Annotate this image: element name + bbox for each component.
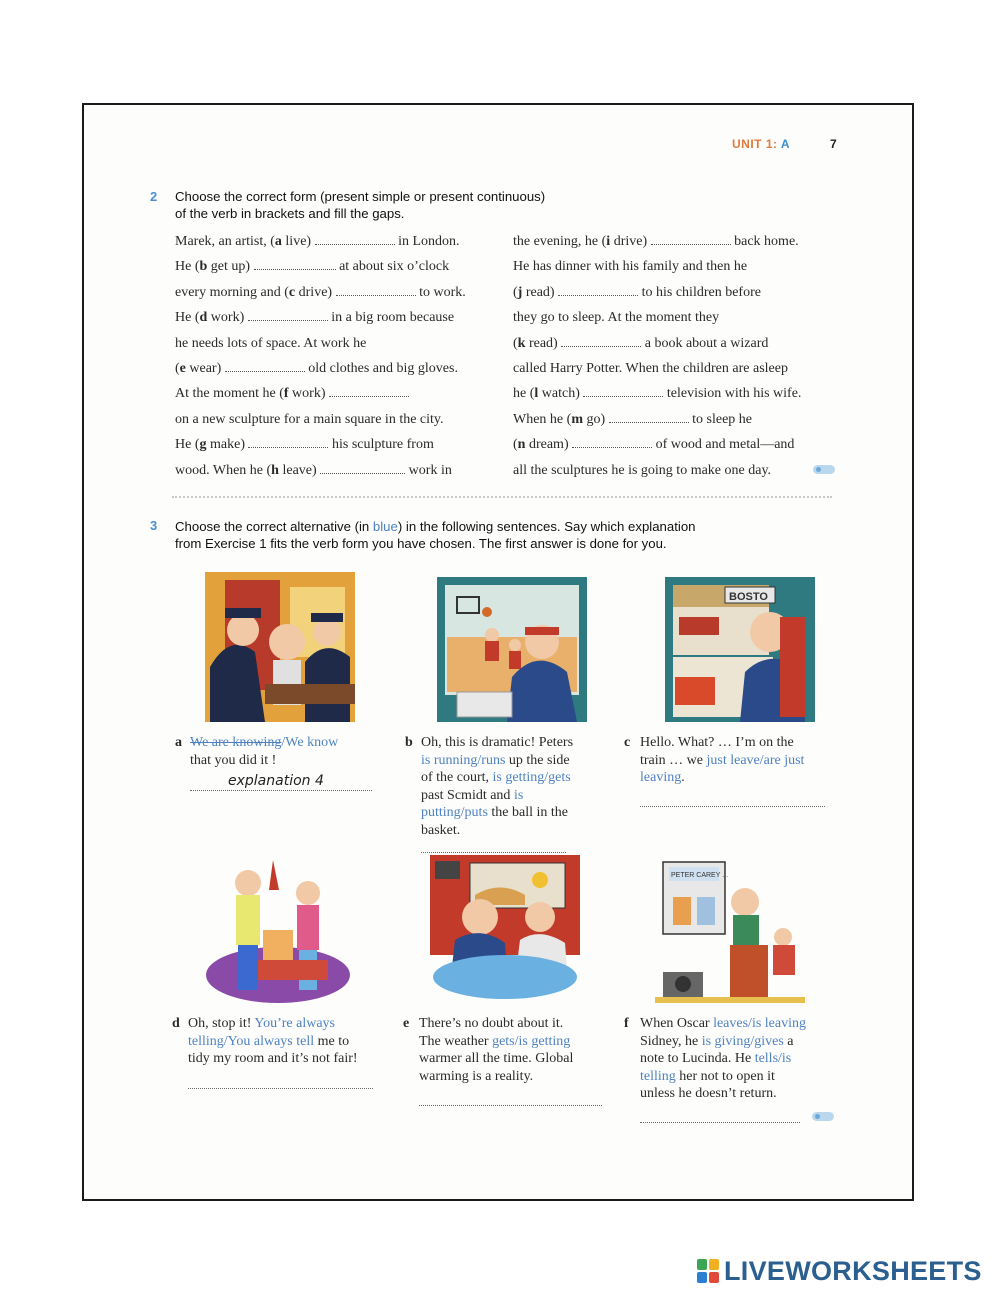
illustration-commentator (437, 577, 587, 727)
illustration-weather-news (430, 855, 580, 1005)
answer-gap[interactable] (315, 234, 395, 245)
right-column-line (513, 280, 833, 305)
gap-letter: f (283, 386, 289, 402)
gap-letter: g (199, 437, 207, 453)
poster-text: PETER CAREY ... (671, 872, 729, 879)
sentence-text: the evening, he ( (513, 234, 607, 249)
gap-letter: i (606, 234, 611, 249)
answer-gap[interactable] (254, 259, 336, 270)
sentence-text: ( (513, 335, 518, 351)
key-icon (813, 465, 835, 474)
sentence-text: in a big room because (327, 310, 455, 326)
unit-label: UNIT 1: A (732, 137, 791, 151)
answer-line-d[interactable] (188, 1088, 373, 1089)
verb-in-brackets: read) (525, 335, 562, 351)
answer-gap[interactable] (572, 437, 652, 448)
answer-gap[interactable] (320, 463, 405, 474)
gap-letter: b (199, 259, 208, 275)
sentence-text: At the moment he ( (175, 386, 284, 402)
left-column-line: he needs lots of space. At work he (175, 335, 367, 351)
item-d-text: Oh, stop it! You’re always telling/You always tell me to tidy my room and it’s not fair! (188, 1016, 358, 1066)
left-column-line (175, 229, 505, 254)
exercise-3-instruction: Choose the correct alternative (in blue) in the following sentences. Say which explanation from Exercise 1 fits the verb form you have chosen. The first answer is done for you. (175, 519, 696, 551)
item-f-text: When Oscar leaves/is leaving Sidney, he is giving/gives a note to Lucinda. He tells/is telling her not to open it unless he doesn’t return. (640, 1016, 806, 1101)
section-divider (172, 496, 832, 498)
sentence-text: in London. (394, 234, 460, 249)
answer-gap[interactable] (651, 234, 731, 245)
right-column-line: they go to sleep. At the moment they (513, 310, 720, 326)
right-column-line (513, 432, 833, 457)
item-b-letter: b (405, 735, 413, 750)
sentence-text: work in (405, 462, 452, 478)
sentence-text: old clothes and big gloves. (304, 360, 458, 376)
verb-in-brackets: read) (522, 284, 559, 300)
gap-letter: d (199, 310, 208, 326)
verb-in-brackets: drive) (610, 234, 651, 249)
illustration-police (205, 572, 355, 722)
answer-gap[interactable] (561, 336, 641, 347)
answer-gap[interactable] (336, 285, 416, 296)
answer-gap[interactable] (248, 310, 328, 321)
sentence-text: ( (513, 437, 518, 453)
answer-gap[interactable] (609, 412, 689, 423)
item-f-letter: f (624, 1016, 629, 1031)
item-e-text: There’s no doubt about it. The weather gets/is getting warmer all the time. Global warming is a reality. (419, 1016, 574, 1084)
sentence-text: to sleep he (688, 411, 753, 427)
exercise-2-left-column (175, 229, 505, 483)
item-a-text: We are knowing/We know that you did it ! (190, 735, 339, 768)
verb-in-brackets: watch) (538, 386, 584, 402)
right-column-line: called Harry Potter. When the children are asleep (513, 360, 788, 376)
boston-sign: BOSTO (729, 591, 768, 603)
answer-gap[interactable] (225, 361, 305, 372)
gap-letter: k (517, 335, 526, 351)
gap-letter: n (517, 437, 526, 453)
exercise-3-number: 3 (150, 518, 158, 533)
sentence-text: television with his wife. (663, 386, 802, 402)
sentence-text: ( (513, 284, 518, 300)
gap-letter: l (534, 386, 539, 402)
key-icon-2 (812, 1112, 834, 1121)
answer-line-f[interactable] (640, 1122, 800, 1123)
gap-letter: j (517, 284, 523, 300)
exercise-2-number: 2 (150, 189, 158, 204)
verb-in-brackets: go) (582, 411, 609, 427)
sentence-text: He ( (175, 310, 200, 326)
answer-line-b[interactable] (421, 852, 566, 853)
sentence-text: at about six o’clock (335, 259, 450, 275)
item-e-letter: e (403, 1016, 410, 1031)
verb-in-brackets: dream) (525, 437, 573, 453)
answer-line-c[interactable] (640, 806, 825, 807)
answer-gap[interactable] (583, 386, 663, 397)
left-column-line (175, 356, 505, 381)
answer-line-e[interactable] (419, 1105, 602, 1106)
gap-letter: a (274, 234, 282, 249)
sentence-text: When he ( (513, 411, 572, 427)
answer-a-handwritten: explanation 4 (228, 773, 324, 789)
verb-in-brackets: wear) (185, 360, 225, 376)
verb-in-brackets: leave) (278, 462, 321, 478)
illustration-lecture (655, 857, 805, 1007)
right-column-line: He has dinner with his family and then he (513, 259, 748, 275)
answer-gap[interactable] (329, 386, 409, 397)
exercise-2-instruction: Choose the correct form (present simple or present continuous) of the verb in brackets and fill the gaps. (175, 189, 546, 221)
sentence-text: to work. (415, 284, 466, 300)
sentence-text: of wood and metal—and (652, 437, 795, 453)
item-c-letter: c (624, 735, 631, 750)
sentence-text: Marek, an artist, ( (175, 234, 275, 249)
gap-letter: h (271, 462, 279, 478)
right-column-line (513, 381, 833, 406)
verb-in-brackets: work) (288, 386, 329, 402)
left-column-line: on a new sculpture for a main square in the city. (175, 411, 444, 427)
sentence-text: He ( (175, 437, 200, 453)
liveworksheets-logo: LIVEWORKSHEETS (696, 1256, 982, 1286)
item-d-letter: d (172, 1016, 180, 1031)
item-b-text: Oh, this is dramatic! Peters is running/runs up the side of the court, is getting/gets past Scmidt and is putting/puts the ball in the basket. (421, 735, 574, 838)
answer-gap[interactable] (558, 285, 638, 296)
verb-in-brackets: make) (206, 437, 249, 453)
item-a-letter: a (175, 735, 182, 750)
sentence-text: He ( (175, 259, 200, 275)
item-c-text: Hello. What? … I’m on the train … we just leave/are just leaving. (640, 735, 805, 785)
sentence-text: back home. (730, 234, 799, 249)
page-number: 7 (830, 137, 837, 151)
sentence-text: ( (175, 360, 180, 376)
answer-line-a[interactable] (190, 790, 372, 791)
left-column-line (175, 432, 505, 457)
verb-in-brackets: live) (281, 234, 315, 249)
logo-icon (696, 1258, 720, 1284)
illustration-messy-room (203, 855, 353, 1005)
verb-in-brackets: drive) (295, 284, 336, 300)
left-column-line (175, 254, 505, 279)
gap-letter: m (571, 411, 583, 427)
sentence-text: he ( (513, 386, 535, 402)
sentence-text: every morning and ( (175, 284, 289, 300)
sentence-text: his sculpture from (328, 437, 434, 453)
right-column-line (513, 407, 833, 432)
right-column-line: all the sculptures he is going to make one day. (513, 462, 772, 478)
gap-letter: e (179, 360, 186, 376)
illustration-train-phone (665, 577, 815, 727)
left-column-line (175, 381, 505, 406)
left-column-line (175, 305, 505, 330)
right-column-line (513, 331, 833, 356)
left-column-line (175, 458, 505, 483)
sentence-text: to his children before (638, 284, 761, 300)
gap-letter: c (288, 284, 296, 300)
verb-in-brackets: work) (207, 310, 248, 326)
exercise-2-right-column (513, 229, 833, 483)
left-column-line (175, 280, 505, 305)
verb-in-brackets: get up) (207, 259, 254, 275)
sentence-text: wood. When he ( (175, 462, 272, 478)
sentence-text: a book about a wizard (641, 335, 769, 351)
right-column-line (513, 229, 833, 254)
answer-gap[interactable] (248, 437, 328, 448)
